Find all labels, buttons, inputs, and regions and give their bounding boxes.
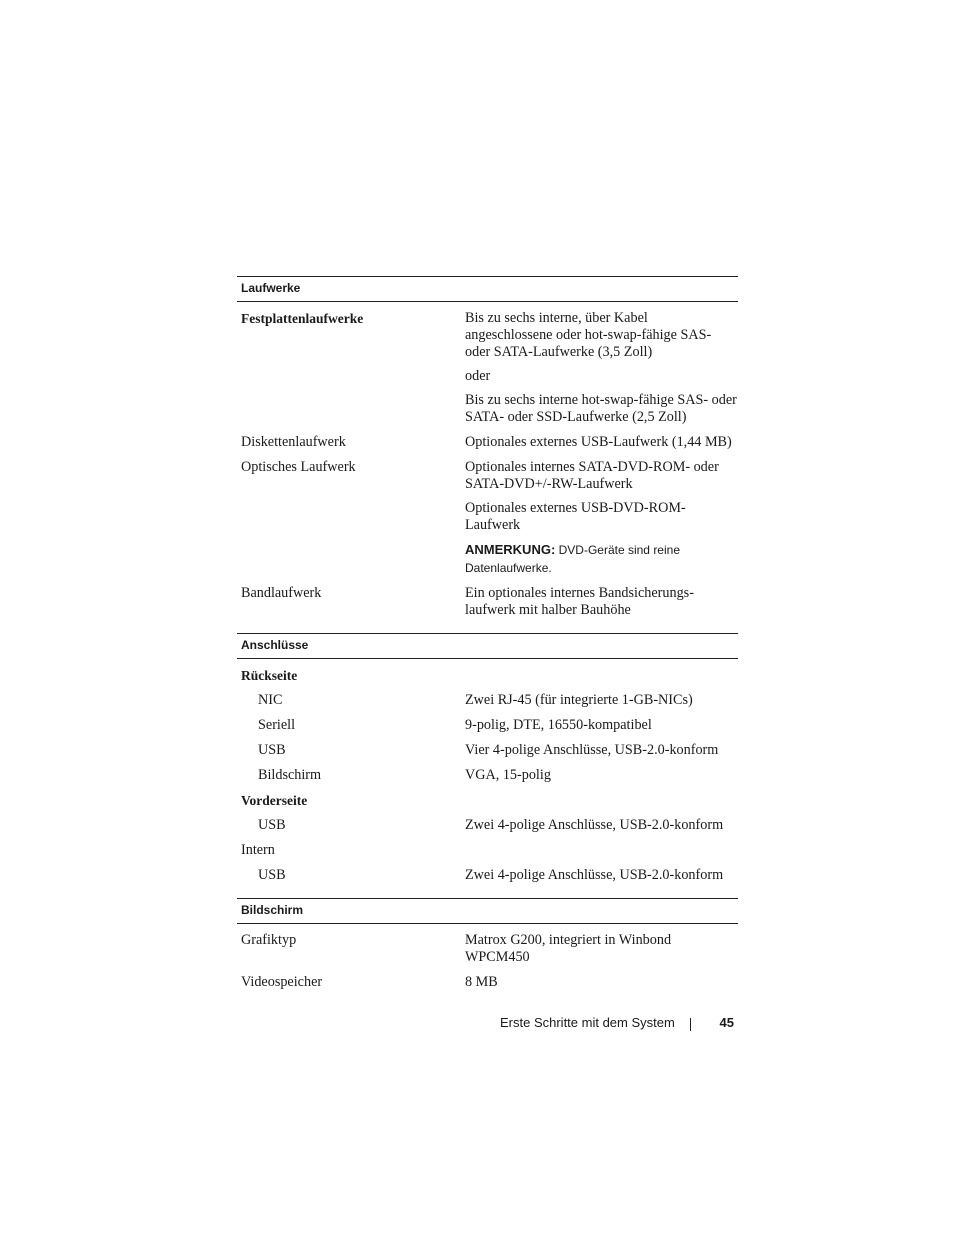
- spec-value: [465, 692, 738, 709]
- spec-row: [237, 426, 738, 451]
- spec-row: [237, 734, 738, 759]
- spec-label: USB: [258, 742, 286, 758]
- spec-value-text: Bis zu sechs interne hot-swap-fähige SAS- oder SATA- oder SSD-Laufwerke (2,5 Zoll): [465, 392, 737, 425]
- spec-value: [465, 817, 738, 834]
- spec-label: USB: [258, 817, 286, 833]
- spec-label: Grafiktyp: [241, 932, 297, 948]
- spec-section: [237, 898, 738, 991]
- spec-value: [465, 742, 738, 759]
- spec-row: [237, 659, 738, 684]
- spec-value-text: Zwei 4-polige Anschlüsse, USB-2.0-konform: [465, 817, 724, 833]
- spec-value-text: 8 MB: [465, 974, 498, 990]
- spec-row: [237, 759, 738, 784]
- spec-value-text: VGA, 15-polig: [465, 767, 551, 783]
- spec-row: [237, 924, 738, 966]
- spec-row: [237, 684, 738, 709]
- spec-label: Videospeicher: [241, 974, 323, 990]
- spec-section: [237, 276, 738, 619]
- spec-value-text: Ein optionales internes Bandsicherungs-laufwerk mit halber Bauhöhe: [465, 585, 694, 618]
- spec-label: Bandlaufwerk: [241, 585, 322, 601]
- spec-value: [465, 459, 738, 577]
- footer-separator: [690, 1018, 691, 1031]
- spec-value: [465, 842, 738, 859]
- spec-row: [237, 302, 738, 426]
- spec-row: [237, 809, 738, 834]
- spec-value: [465, 792, 738, 809]
- footer-title: Erste Schritte mit dem System: [500, 1015, 675, 1030]
- spec-value-text: Vier 4-polige Anschlüsse, USB-2.0-konform: [465, 742, 719, 758]
- spec-value: [465, 717, 738, 734]
- spec-label: Intern: [241, 842, 275, 858]
- spec-value-text: Optionales externes USB-Laufwerk (1,44 MB): [465, 434, 732, 450]
- section-heading: Laufwerke: [237, 276, 738, 302]
- page-number: 45: [719, 1015, 734, 1030]
- spec-value-text: Optionales externes USB-DVD-ROM-Laufwerk: [465, 500, 686, 533]
- spec-row: [237, 784, 738, 809]
- spec-label: Seriell: [258, 717, 296, 733]
- spec-row: [237, 966, 738, 991]
- note: [465, 541, 738, 577]
- spec-value-text: Bis zu sechs interne, über Kabel angeschlossene oder hot-swap-fähige SAS- oder SATA-Laufwerke (3,5 Zoll): [465, 310, 712, 360]
- spec-value-text: Zwei RJ-45 (für integrierte 1-GB-NICs): [465, 692, 693, 708]
- spec-value-text: Optionales internes SATA-DVD-ROM- oder SATA-DVD+/-RW-Laufwerk: [465, 459, 719, 492]
- spec-value: [465, 867, 738, 884]
- spec-table: [237, 276, 738, 991]
- spec-row: [237, 451, 738, 577]
- spec-value: [465, 310, 738, 426]
- section-heading: Bildschirm: [237, 898, 738, 924]
- spec-label: Diskettenlaufwerk: [241, 434, 346, 450]
- spec-value: [465, 932, 738, 966]
- spec-label: Rückseite: [241, 668, 298, 683]
- spec-label: NIC: [258, 692, 283, 708]
- spec-value: [465, 667, 738, 684]
- spec-value: [465, 585, 738, 619]
- spec-row: [237, 709, 738, 734]
- spec-row: [237, 834, 738, 859]
- spec-value: [465, 767, 738, 784]
- spec-value-text: 9-polig, DTE, 16550-kompatibel: [465, 717, 652, 733]
- spec-value-text: Matrox G200, integriert in Winbond WPCM450: [465, 932, 672, 965]
- spec-value: [465, 434, 738, 451]
- spec-label: Optisches Laufwerk: [241, 459, 356, 475]
- spec-label: USB: [258, 867, 286, 883]
- section-heading: Anschlüsse: [237, 633, 738, 659]
- spec-label: Bildschirm: [258, 767, 322, 783]
- spec-value-text: Zwei 4-polige Anschlüsse, USB-2.0-konform: [465, 867, 724, 883]
- note-label: ANMERKUNG:: [465, 542, 556, 557]
- spec-row: [237, 859, 738, 884]
- spec-label: Vorderseite: [241, 793, 308, 808]
- spec-label: Festplattenlaufwerke: [241, 311, 364, 326]
- spec-value: [465, 974, 738, 991]
- spec-section: [237, 633, 738, 884]
- spec-value-text: oder: [465, 368, 491, 384]
- spec-row: [237, 577, 738, 619]
- note-text: DVD-Geräte sind reine Datenlaufwerke.: [465, 543, 680, 575]
